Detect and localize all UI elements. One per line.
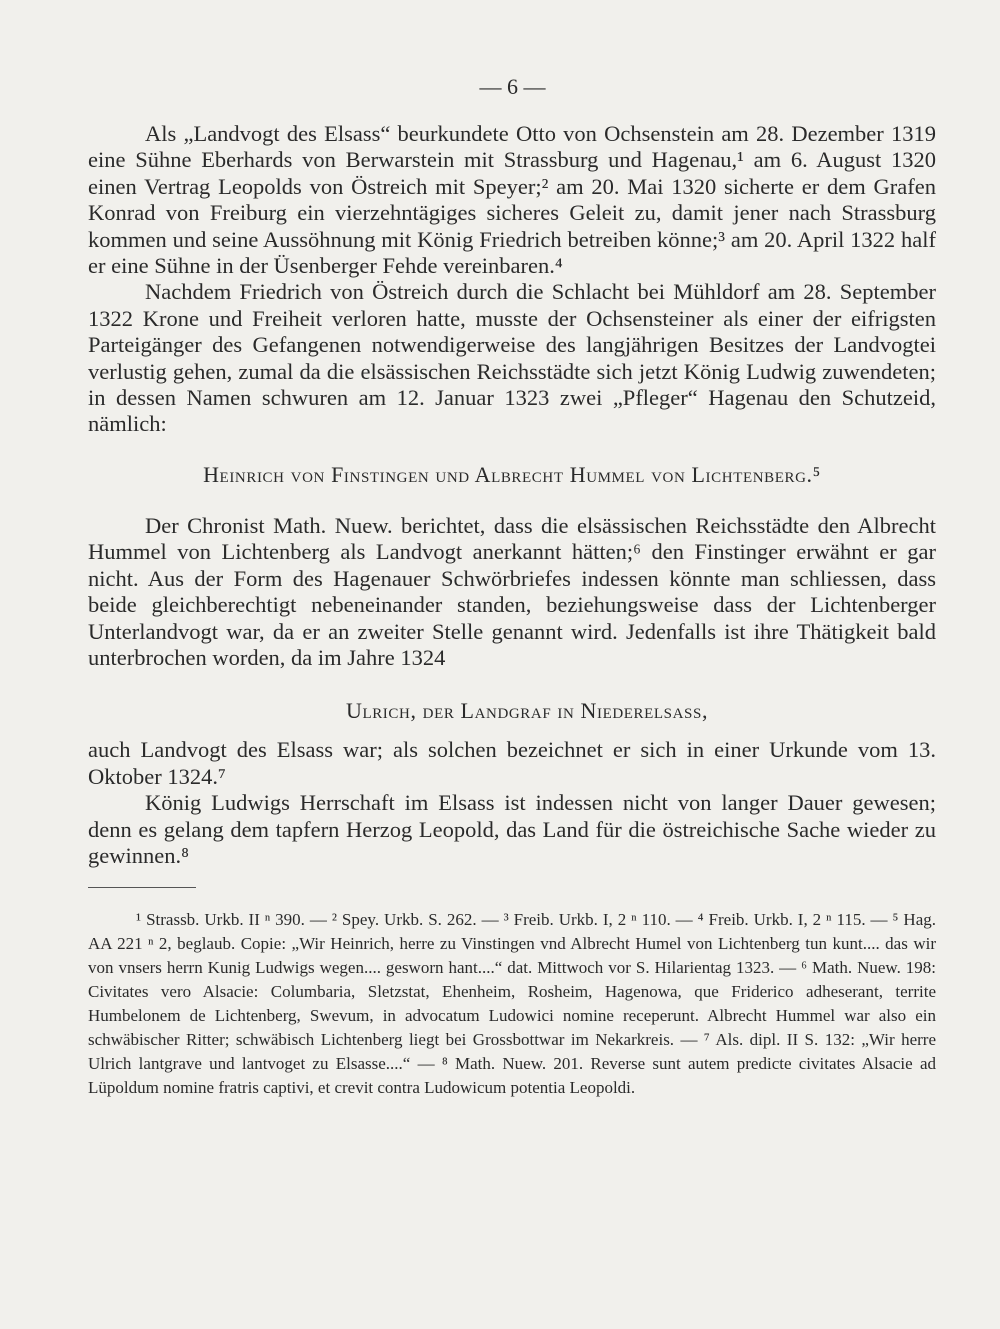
- paragraph-4: auch Landvogt des Elsass war; als solchen bezeichnet er sich in einer Urkunde vom 13. Oktober 1324.⁷: [88, 737, 936, 789]
- paragraph-1: Als „Landvogt des Elsass“ beurkundete Otto von Ochsenstein am 28. Dezember 1319 eine Sühne Eberhards von Berwarstein mit Strassburg und Hagenau,¹ am 6. August 1320 einen Vertrag Leopolds von Östreich mit Speyer;² am 20. Mai 1320 sicherte er dem Grafen Konrad von Freiburg ein vierzehntägiges sicheres Geleit zu, damit jener nach Strassburg kommen und seine Aussöhnung mit König Friedrich betreiben könne;³ am 20. April 1322 half er eine Sühne in der Üsenberger Fehde vereinbaren.⁴: [88, 121, 936, 279]
- page-number: — 6 —: [479, 74, 546, 99]
- footnotes: ¹ Strassb. Urkb. II ⁿ 390. — ² Spey. Urkb. S. 262. — ³ Freib. Urkb. I, 2 ⁿ 110. — ⁴ Freib. Urkb. I, 2 ⁿ 115. — ⁵ Hag. AA 221 ⁿ 2, beglaub. Copie: „Wir Heinrich, herre zu Vinstingen vnd Albrecht Humel von Lichtenberg tun kunt.... das wir von vnsers herrn Kunig Ludwigs wegen.... gesworn hant....“ dat. Mittwoch vor S. Hilarientag 1323. — ⁶ Math. Nuew. 198: Civitates vero Alsacie: Columbaria, Sletzstat, Ehenheim, Rosheim, Hagenowa, que Friderico adheserant, territe Humbelonem de Lichtenberg, Swevum, in advocatum Ludowici nomine receperunt. Albrecht Hummel war also ein schwäbischer Ritter; schwäbisch Lichtenberg liegt bei Grossbottwar im Nekarkreis. — ⁷ Als. dipl. II S. 132: „Wir herre Ulrich lantgrave und lantvoget zu Elsasse....“ — ⁸ Math. Nuew. 201. Reverse sunt autem predicte civitates Alsacie ad Lüpoldum nomine fratris captivi, et crevit contra Ludowicum potentia Leopoldi.: [88, 910, 936, 1097]
- paragraph-3: Der Chronist Math. Nuew. berichtet, dass die elsässischen Reichsstädte den Albrecht Hummel von Lichtenberg als Landvogt anerkannt hätten;⁶ den Finstinger erwähnt er gar nicht. Aus der Form des Hagenauer Schwörbriefes indessen könnte man schliessen, dass beide gleichberechtigt nebeneinander standen, beziehungsweise dass der Lichtenberger Unterlandvogt war, da er an zweiter Stelle genannt wird. Jedenfalls ist ihre Thätigkeit bald unterbrochen worden, da im Jahre 1324: [88, 512, 936, 670]
- paragraph-2: Nachdem Friedrich von Östreich durch die Schlacht bei Mühldorf am 28. September 1322 Krone und Freiheit verloren hatte, musste der Ochsensteiner als einer der eifrigsten Parteigänger des Gefangenen notwendigerweise des langjährigen Besitzes der Landvogtei verlustig gehen, zumal da die elsässischen Reichsstädte sich jetzt König Ludwig zuwendeten; in dessen Namen schwuren am 12. Januar 1323 zwei „Pfleger“ Hagenau den Schutzeid, nämlich:: [88, 279, 936, 437]
- section-heading-1: Heinrich von Finstingen und Albrecht Hummel von Lichtenberg.⁵: [203, 461, 821, 487]
- section-heading-2: Ulrich, der Landgraf in Niederelsass,: [345, 698, 709, 724]
- main-text: [88, 121, 936, 1100]
- footnote-divider: [88, 887, 196, 888]
- paragraph-5: König Ludwigs Herrschaft im Elsass ist indessen nicht von langer Dauer gewesen; denn es gelang dem tapfern Herzog Leopold, das Land für die östreichische Sache wieder zu gewinnen.⁸: [88, 790, 936, 868]
